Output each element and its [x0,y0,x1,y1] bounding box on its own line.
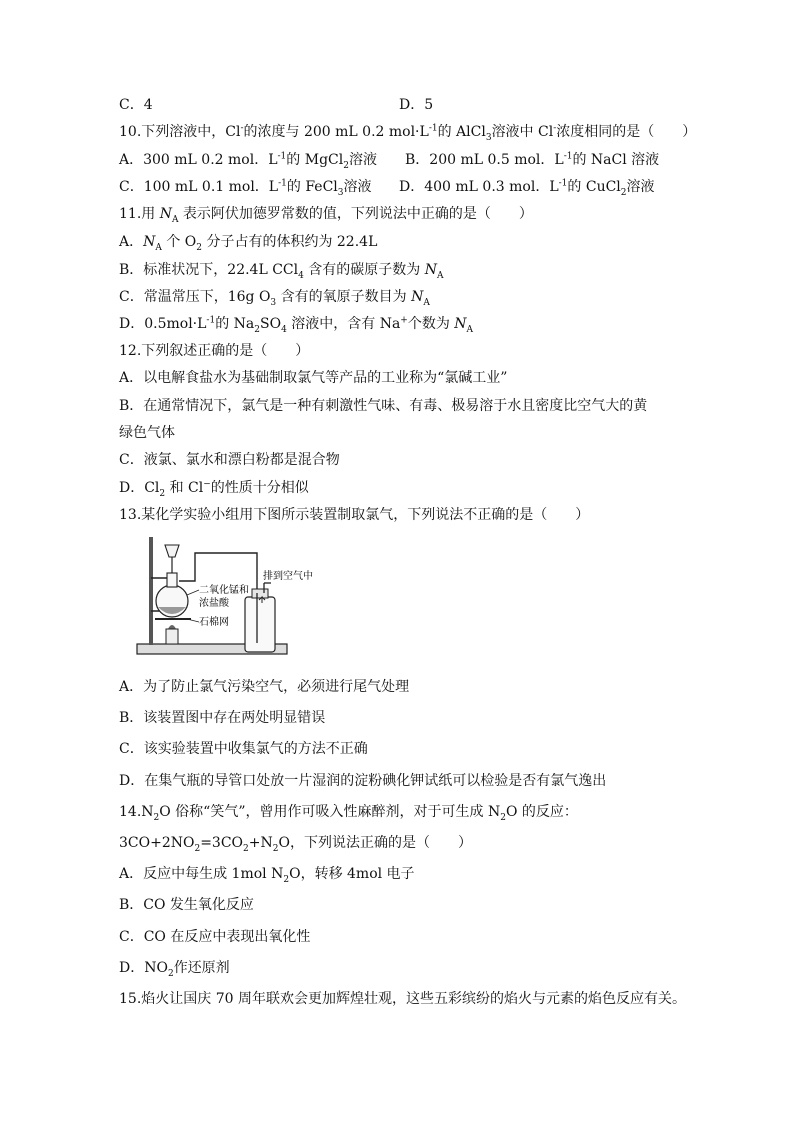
alcohol-lamp [166,629,178,644]
q13-option-d: D．在集气瓶的导管口处放一片湿润的淀粉碘化钾试纸可以检验是否有氯气逸出 [119,773,607,789]
q13-option-a: A．为了防止氯气污染空气，必须进行尾气处理 [119,679,410,695]
bottle-stopper [252,589,268,598]
q10-stem: 10.下列溶液中，Cl-的浓度与 200 mL 0.2 $mol\cdot L^{-1}$的 AlCl$_3$溶液中 Cl-浓度相同的是（ ） [119,123,697,143]
flask-neck [167,573,177,587]
q12-stem: 12.下列叙述正确的是（ ） [119,343,310,359]
gas-bottle [245,597,275,652]
stand-rod [149,537,153,645]
q11-option-c: C．常温常压下，16g $O_3$ 含有的氧原子数目为 $N_A$ [119,289,430,308]
funnel [165,545,179,557]
q11-option-b: B．标准状况下，22.4L CCl$_4$ 含有的碳原子数为 $N_A$ [119,262,444,281]
label-gauze: 石棉网 [199,617,229,628]
q14-option-d: D．$NO_2$作还原剂 [119,960,230,979]
q12-option-b-line2: 绿色气体 [119,425,175,441]
q14-option-a: A．反应中每生成 1mol $N_2O$，转移 4mol 电子 [119,866,415,885]
q13-option-b: B．该装置图中存在两处明显错误 [119,710,326,726]
q14-stem-line1: $14.N_2O$ 俗称“笑气”，曾用作可吸入性麻醉剂，对于可生成 $N_2O$ 的反应： [119,804,578,823]
q14-option-b: B．CO 发生氧化反应 [119,897,254,913]
label-flask-line1: 二氧化锰和 [199,585,249,596]
q9-option-c: C．4 [119,97,153,113]
q10-option-d: D．400 mL 0.3 mol．$L^{-1}$的 CuCl$_2$溶液 [399,178,655,198]
chlorine-apparatus-diagram [135,533,335,661]
q12-option-a: A．以电解食盐水为基础制取氯气等产品的工业称为“氯碱工业” [119,370,508,386]
q12-option-c: C．液氯、氯水和漂白粉都是混合物 [119,452,340,468]
q13-option-c: C．该实验装置中收集氯气的方法不正确 [119,741,368,757]
q14-option-c: C．CO 在反应中表现出氧化性 [119,929,311,945]
q10-option-b: B．200 mL 0.5 mol．$L^{-1}$的 NaCl 溶液 [405,151,660,168]
q11-option-d: D．$0.5mol\cdot L^{-1}$的 $Na_2SO_4$ 溶液中，含有 Na+个数为 $N_A$ [119,315,474,335]
q12-option-b-line1: B．在通常情况下，氯气是一种有刺激性气味、有毒、极易溶于水且密度比空气大的黄 [119,398,648,414]
flame [168,625,176,629]
q12-option-d: D．$Cl_2$ 和 Cl−的性质十分相似 [119,479,309,499]
label-exhaust: 排到空气中 [263,571,313,582]
q10-option-a: A．300 mL 0.2 mol．$L^{-1}$的 MgCl$_2$溶液 [119,151,377,171]
q13-stem: 13.某化学实验小组用下图所示装置制取氯气，下列说法不正确的是（ ） [119,507,590,523]
q14-stem-line2: $3CO+2NO_2=3CO_2+N_2O$，下列说法正确的是（ ） [119,835,472,854]
q15-stem: 15.焰火让国庆 70 周年联欢会更加辉煌壮观，这些五彩缤纷的焰火与元素的焰色反应有关。 [119,991,686,1007]
label-flask-line2: 浓盐酸 [199,598,229,609]
q10-option-c: C．100 mL 0.1 mol．$L^{-1}$的 FeCl$_3$溶液 [119,178,372,198]
q11-option-a: A．$N_A$ 个 $O_2$ 分子占有的体积约为 22.4L [119,234,378,253]
q11-stem: 11.用 $N_A$ 表示阿伏加德罗常数的值，下列说法中正确的是（ ） [119,206,533,225]
q9-option-d: D．5 [399,97,434,113]
